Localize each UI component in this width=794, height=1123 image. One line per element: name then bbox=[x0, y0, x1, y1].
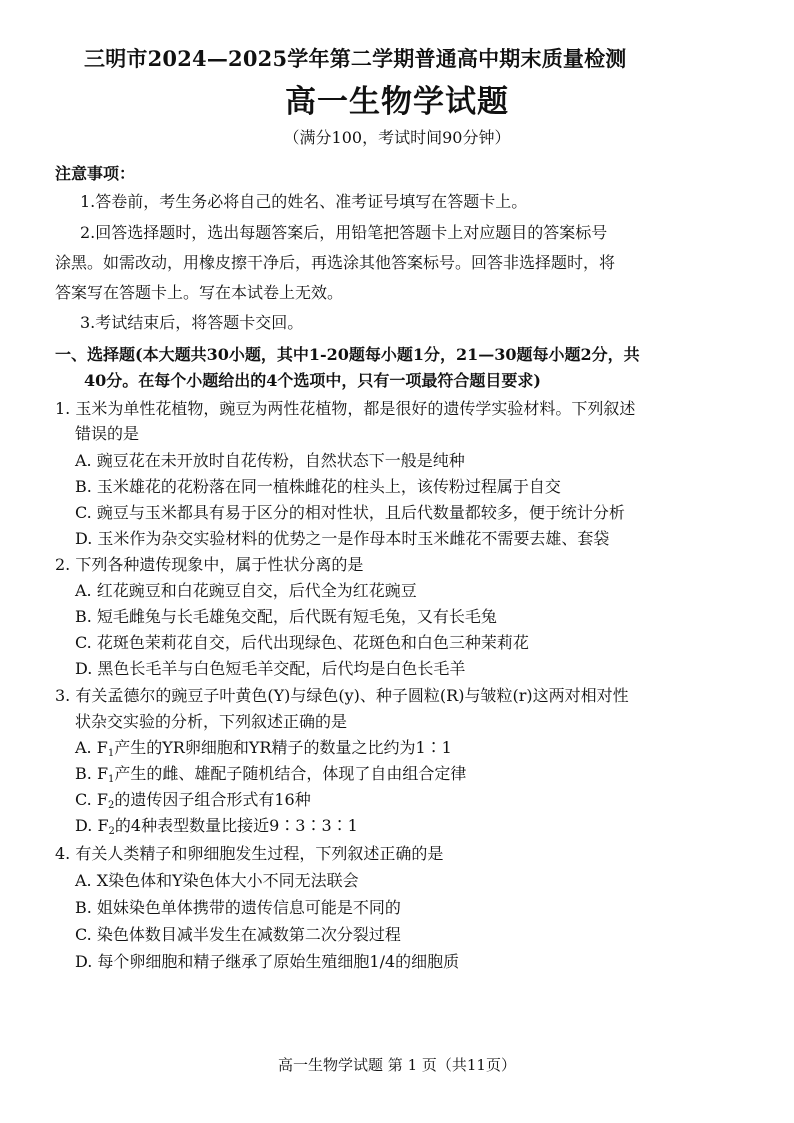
question-4-option-a: A. X染色体和Y染色体大小不同无法联会 bbox=[75, 871, 359, 890]
question-2-option-c: C. 花斑色茉莉花自交，后代出现绿色、花斑色和白色三种茉莉花 bbox=[75, 633, 529, 652]
question-3-stem-cont: 状杂交实验的分析，下列叙述正确的是 bbox=[75, 712, 348, 731]
question-1-stem: 1. 玉米为单性花植物，豌豆为两性花植物，都是很好的遗传学实验材料。下列叙述 bbox=[55, 399, 636, 418]
f-symbol: F bbox=[96, 738, 108, 757]
question-2-option-a: A. 红花豌豆和白花豌豆自交，后代全为红花豌豆 bbox=[75, 581, 417, 600]
section-heading-cont: 40分。在每个小题给出的4个选项中，只有一项最符合题目要求) bbox=[84, 371, 541, 390]
exam-subtitle: 三明市2024—2025学年第二学期普通高中期末质量检测 bbox=[84, 46, 627, 71]
question-4-stem: 4. 有关人类精子和卵细胞发生过程，下列叙述正确的是 bbox=[55, 844, 444, 863]
option-label: A. bbox=[75, 738, 97, 757]
option-text: 产生的雌、雄配子随机结合，体现了自由组合定律 bbox=[114, 764, 467, 783]
question-3-option-d bbox=[75, 814, 358, 838]
notice-item: 3.考试结束后，将答题卡交回。 bbox=[80, 313, 304, 332]
page-footer: 高一生物学试题 第 1 页（共11页） bbox=[278, 1056, 516, 1074]
f-subscript: 2 bbox=[108, 826, 115, 837]
question-4-option-c: C. 染色体数目减半发生在减数第二次分裂过程 bbox=[75, 925, 401, 944]
section-heading: 一、选择题(本大题共30小题，其中1-20题每小题1分，21—30题每小题2分，共 bbox=[55, 345, 640, 364]
f-subscript: 1 bbox=[107, 748, 115, 759]
option-text: 的4种表型数量比接近9∶3∶3∶1 bbox=[114, 816, 358, 835]
notice-item: 答案写在答题卡上。写在本试卷上无效。 bbox=[55, 283, 344, 302]
option-text: 产生的YR卵细胞和YR精子的数量之比约为1∶1 bbox=[114, 738, 452, 757]
question-3-option-c bbox=[75, 788, 311, 812]
question-2-stem: 2. 下列各种遗传现象中，属于性状分离的是 bbox=[55, 555, 364, 574]
question-1-option-a: A. 豌豆花在未开放时自花传粉，自然状态下一般是纯种 bbox=[75, 451, 465, 470]
question-1-stem-cont: 错误的是 bbox=[75, 424, 140, 443]
exam-title: 高一生物学试题 bbox=[285, 84, 509, 120]
question-3-option-b bbox=[75, 762, 466, 786]
f-symbol: F bbox=[97, 816, 109, 835]
option-label: B. bbox=[75, 764, 97, 783]
option-label: C. bbox=[75, 790, 97, 809]
notice-heading: 注意事项： bbox=[55, 164, 136, 183]
f-symbol: F bbox=[96, 790, 108, 809]
question-4-option-d: D. 每个卵细胞和精子继承了原始生殖细胞1/4的细胞质 bbox=[75, 952, 460, 971]
question-3-stem: 3. 有关孟德尔的豌豆子叶黄色(Y)与绿色(y)、种子圆粒(R)与皱粒(r)这两对相对性 bbox=[55, 686, 629, 705]
exam-meta: （满分100，考试时间90分钟） bbox=[283, 128, 511, 147]
notice-item: 2.回答选择题时，选出每题答案后，用铅笔把答题卡上对应题目的答案标号 bbox=[80, 223, 608, 242]
notice-item: 1.答卷前，考生务必将自己的姓名、准考证号填写在答题卡上。 bbox=[80, 192, 528, 211]
f-symbol: F bbox=[96, 764, 109, 783]
option-text: 的遗传因子组合形式有16种 bbox=[114, 790, 311, 809]
question-2-option-d: D. 黑色长毛羊与白色短毛羊交配，后代均是白色长毛羊 bbox=[75, 659, 466, 678]
question-1-option-d: D. 玉米作为杂交实验材料的优势之一是作母本时玉米雌花不需要去雄、套袋 bbox=[75, 529, 610, 548]
f-subscript: 1 bbox=[108, 774, 115, 785]
notice-item: 涂黑。如需改动，用橡皮擦干净后，再选涂其他答案标号。回答非选择题时，将 bbox=[55, 253, 616, 272]
question-2-option-b: B. 短毛雌兔与长毛雄兔交配，后代既有短毛兔，又有长毛兔 bbox=[75, 607, 497, 626]
question-3-option-a bbox=[75, 736, 452, 760]
option-label: D. bbox=[75, 816, 98, 835]
question-1-option-b: B. 玉米雄花的花粉落在同一植株雌花的柱头上，该传粉过程属于自交 bbox=[75, 477, 561, 496]
question-4-option-b: B. 姐妹染色单体携带的遗传信息可能是不同的 bbox=[75, 898, 401, 917]
f-subscript: 2 bbox=[107, 800, 115, 811]
question-1-option-c: C. 豌豆与玉米都具有易于区分的相对性状，且后代数量都较多，便于统计分析 bbox=[75, 503, 625, 522]
